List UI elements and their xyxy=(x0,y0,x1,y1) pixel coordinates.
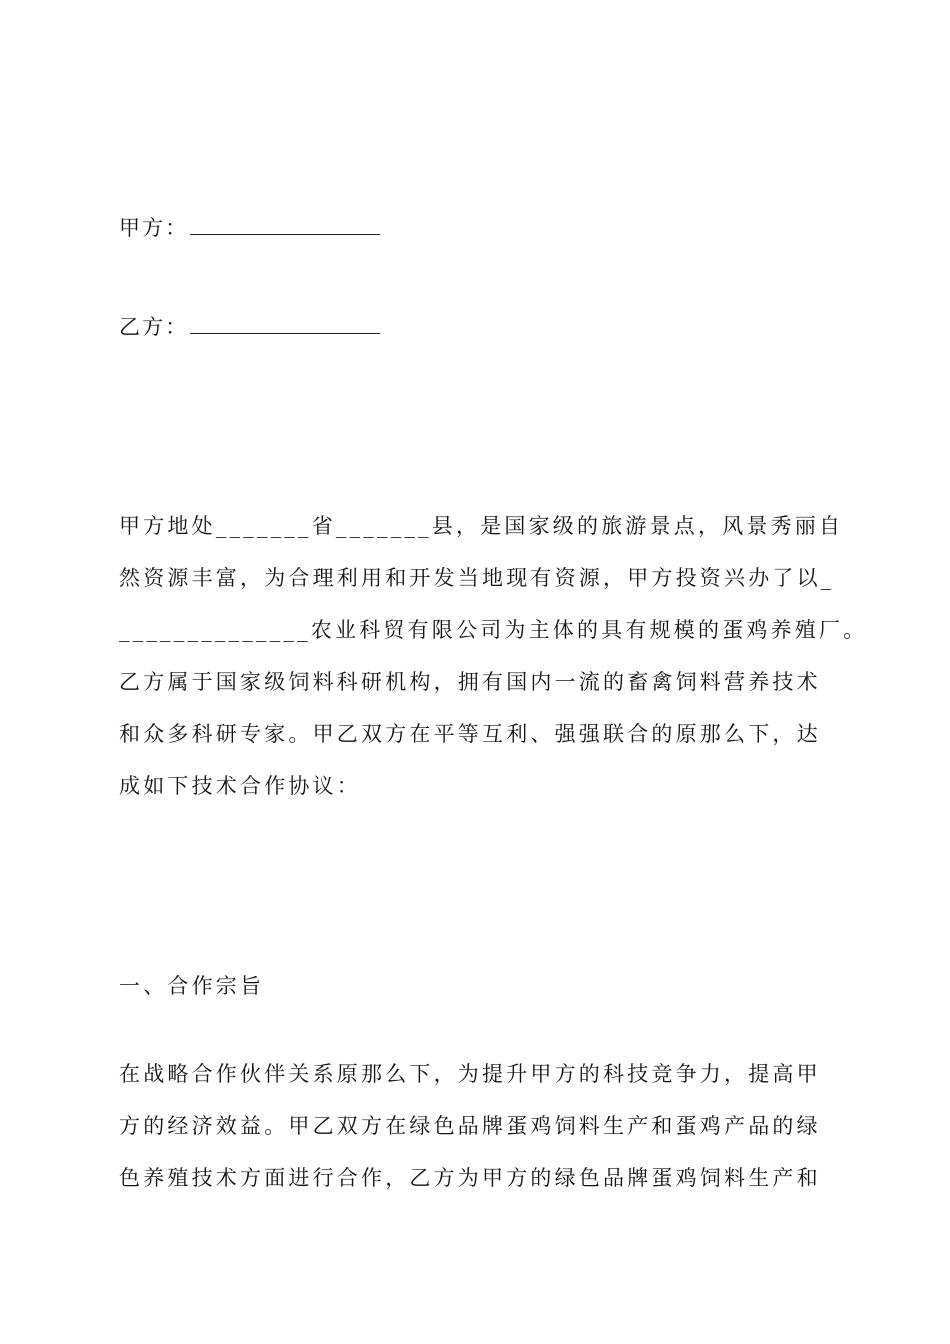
intro-line: 然资源丰富，为合理利用和开发当地现有资源，甲方投资兴办了以_ xyxy=(119,566,835,590)
section-heading xyxy=(119,960,833,1012)
party-a-line xyxy=(119,214,380,242)
intro-line: 甲方地处_______省_______县，是国家级的旅游景点，风景秀丽自 xyxy=(119,514,844,538)
party-b-blank-field xyxy=(190,313,380,334)
section-1-title: 一、合作宗旨 xyxy=(119,974,265,998)
section-1-line: 方的经济效益。甲乙双方在绿色品牌蛋鸡饲料生产和蛋鸡产品的绿 xyxy=(119,1114,821,1138)
intro-line: 成如下技术合作协议： xyxy=(119,774,361,798)
party-a-blank-field xyxy=(190,214,380,235)
party-b-label: 乙方： xyxy=(119,315,189,339)
party-a-label: 甲方： xyxy=(119,216,189,240)
section-1-line: 在战略合作伙伴关系原那么下，为提升甲方的科技竞争力，提高甲 xyxy=(119,1062,821,1086)
intro-line: 和众多科研专家。甲乙双方在平等互利、强强联合的原那么下，达 xyxy=(119,722,821,746)
section-1-paragraph xyxy=(119,1048,833,1204)
party-b-line xyxy=(119,313,380,341)
intro-line: 乙方属于国家级饲料科研机构，拥有国内一流的畜禽饲料营养技术 xyxy=(119,670,821,694)
intro-paragraph xyxy=(119,500,868,812)
section-1-line: 色养殖技术方面进行合作，乙方为甲方的绿色品牌蛋鸡饲料生产和 xyxy=(119,1166,821,1190)
intro-line: ______________农业科贸有限公司为主体的具有规模的蛋鸡养殖厂。 xyxy=(119,618,868,642)
